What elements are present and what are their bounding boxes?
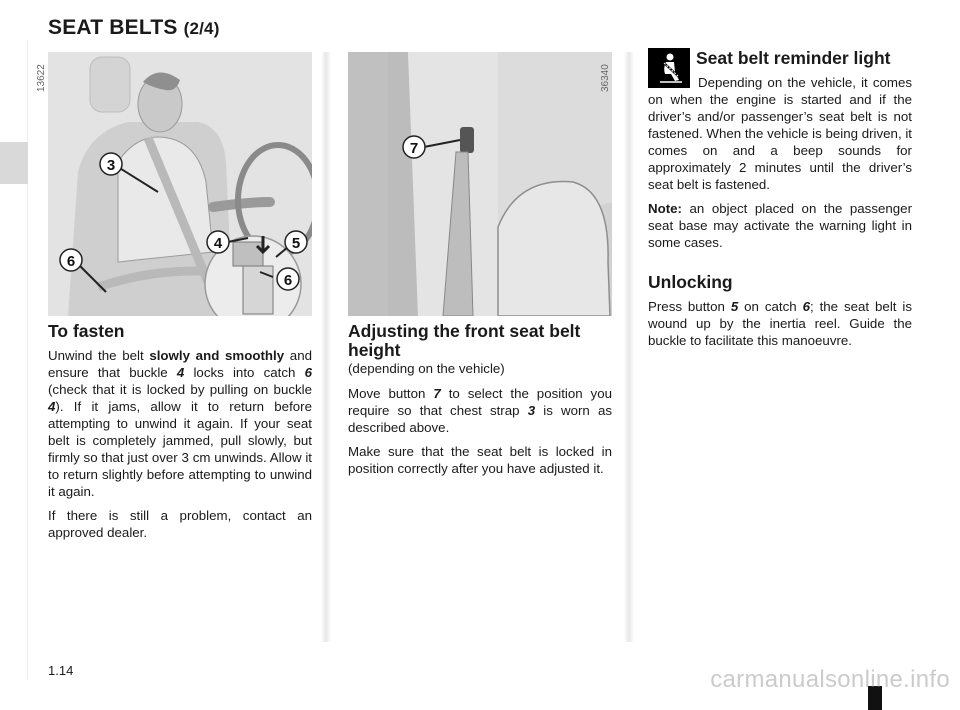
- column-reminder-unlocking: [648, 48, 912, 356]
- callout-3: 3: [106, 157, 116, 174]
- figure-code: 36340: [600, 64, 611, 92]
- page-number: 1.14: [48, 663, 74, 678]
- warning-header: [648, 48, 912, 88]
- callout-4: 4: [213, 235, 223, 252]
- adjust-instructions: Move button 7 to select the position you require so that chest strap 3 is worn as described above.: [348, 386, 612, 435]
- callout-6-inset: 6: [283, 272, 293, 289]
- page-edge-line: [0, 40, 28, 680]
- heading-adjust-height: Adjusting the front seat belt height: [348, 321, 581, 360]
- pillar-adjuster-illustration: [348, 52, 612, 316]
- fasten-instructions: Unwind the belt slowly and smoothly and ensure that buckle 4 locks into catch 6 (check that it is locked by pulling on buckle 4). If it jams, allow it to return before attempting to unwind it again. If your seat belt is completely jammed, pull slowly, but firmly so that just over 3 cm unwinds. Allow it to return slightly before attempting to unwind it again.: [48, 348, 312, 499]
- page-title: SEAT BELTS (2/4): [48, 16, 220, 39]
- figure-code: 13622: [36, 64, 47, 92]
- heading-to-fasten: To fasten: [48, 321, 125, 341]
- column-fasten: [48, 322, 312, 548]
- reminder-note: Note: an object placed on the passenger seat base may activate the warning light in some cases.: [648, 201, 912, 250]
- driver-seatbelt-illustration: [48, 52, 312, 316]
- column-divider: [321, 52, 331, 642]
- watermark: carmanualsonline.info: [710, 666, 950, 693]
- unlocking-instructions: Press button 5 on catch 6; the seat belt is wound up by the inertia reel. Guide the buckle to facilitate this manoeuvre.: [648, 299, 913, 348]
- figure-driver-seatbelt: [48, 52, 312, 316]
- column-divider: [624, 52, 634, 642]
- figure-pillar-height-adjuster: [348, 52, 612, 316]
- callout-6: 6: [66, 253, 76, 270]
- reminder-description: Depending on the vehicle, it comes on when the engine is started and if the driver’s and/or passenger’s seat belt is not fastened. When the vehicle is being driven, it comes on and a beep sounds for approximately 2 minutes until the driver’s seat belt is fastened.: [648, 75, 912, 192]
- fasten-dealer-note: If there is still a problem, contact an approved dealer.: [48, 508, 312, 540]
- column-height-adjust: [348, 322, 612, 484]
- callout-7: 7: [409, 140, 419, 157]
- subheading-depending-vehicle: (depending on the vehicle): [348, 361, 505, 376]
- chapter-tab: [0, 142, 28, 184]
- callout-5: 5: [291, 235, 301, 252]
- warning-title: Seat belt reminder light: [696, 48, 891, 68]
- heading-unlocking: Unlocking: [648, 272, 733, 292]
- adjust-lock-check: Make sure that the seat belt is locked in position correctly after you have adjusted it.: [348, 444, 612, 476]
- seatbelt-reminder-icon: [648, 48, 690, 88]
